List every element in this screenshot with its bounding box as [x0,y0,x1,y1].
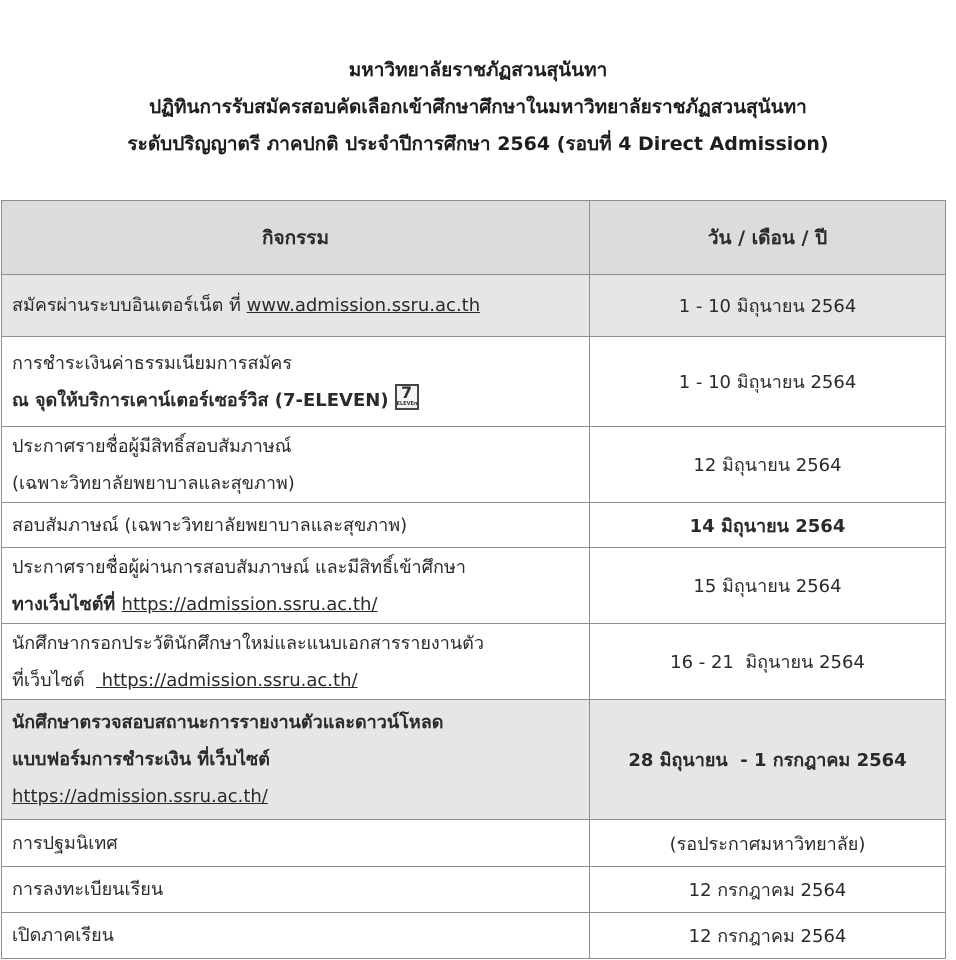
date-cell: 1 - 10 มิถุนายน 2564 [590,275,946,337]
activity-line: นักศึกษากรอกประวัตินักศึกษาใหม่และแนบเอกสารรายงานตัว [12,632,484,654]
column-header-activity: กิจกรรม [2,201,590,275]
table-row [2,820,946,867]
activity-cell [2,624,590,700]
activity-line: ประกาศรายชื่อผู้ผ่านการสอบสัมภาษณ์ และมีสิทธิ์เข้าศึกษา [12,556,466,578]
table-row [2,275,946,337]
schedule-table [1,200,946,959]
table-row [2,427,946,503]
date-cell: 12 กรกฎาคม 2564 [590,867,946,913]
table-row [2,503,946,548]
date-cell: 12 มิถุนายน 2564 [590,427,946,503]
seven-eleven-logo-icon [395,384,419,410]
table-header-row [2,201,946,275]
seven-eleven-logo-text: ELEVEn [396,400,418,407]
counter-service-text: ณ จุดให้บริการเคาน์เตอร์เซอร์วิส (7-ELEVEN) [12,389,389,411]
calendar-subtitle: ระดับปริญญาตรี ภาคปกติ ประจำปีการศึกษา 2564 (รอบที่ 4 Direct Admission) [127,133,829,155]
activity-cell [2,700,590,820]
table-row [2,913,946,959]
activity-line: (เฉพาะวิทยาลัยพยาบาลและสุขภาพ) [12,472,295,494]
activity-cell: การลงทะเบียนเรียน [2,867,590,913]
activity-cell [2,275,590,337]
university-name: มหาวิทยาลัยราชภัฏสวนสุนันทา [348,59,608,81]
activity-line: การชำระเงินค่าธรรมเนียมการสมัคร [12,352,293,374]
admission-website-link[interactable]: https://admission.ssru.ac.th/ [95,669,358,691]
activity-text: สมัครผ่านระบบอินเตอร์เน็ต ที่ [12,295,247,316]
website-label: ที่เว็บไซต์ [12,669,96,691]
activity-cell [2,427,590,503]
date-cell: 15 มิถุนายน 2564 [590,548,946,624]
table-row [2,624,946,700]
document-header [0,52,956,163]
activity-cell: สอบสัมภาษณ์ (เฉพาะวิทยาลัยพยาบาลและสุขภาพ) [2,503,590,548]
calendar-title: ปฏิทินการรับสมัครสอบคัดเลือกเข้าศึกษาศึกษาในมหาวิทยาลัยราชภัฏสวนสุนันทา [149,96,807,118]
activity-line-bold [12,382,579,419]
table-row [2,700,946,820]
seven-eleven-logo-number: 7 [400,382,413,402]
date-cell: 16 - 21 มิถุนายน 2564 [590,624,946,700]
table-row [2,337,946,427]
date-cell: (รอประกาศมหาวิทยาลัย) [590,820,946,867]
activity-line [12,586,579,623]
activity-cell: เปิดภาคเรียน [2,913,590,959]
date-cell: 12 กรกฎาคม 2564 [590,913,946,959]
activity-line: ประกาศรายชื่อผู้มีสิทธิ์สอบสัมภาษณ์ [12,435,292,457]
admission-website-link[interactable]: https://admission.ssru.ac.th/ [12,786,268,807]
date-cell: 28 มิถุนายน - 1 กรกฎาคม 2564 [590,700,946,820]
table-row [2,867,946,913]
activity-line: แบบฟอร์มการชำระเงิน ที่เว็บไซต์ [12,749,270,770]
activity-line [12,662,579,699]
admission-website-link[interactable]: www.admission.ssru.ac.th [246,295,481,316]
column-header-date: วัน / เดือน / ปี [590,201,946,275]
activity-cell [2,548,590,624]
activity-line: นักศึกษาตรวจสอบสถานะการรายงานตัวและดาวน์โหลด [12,712,444,733]
website-label: ทางเว็บไซต์ที่ [12,593,122,615]
date-cell: 1 - 10 มิถุนายน 2564 [590,337,946,427]
admission-website-link[interactable]: https://admission.ssru.ac.th/ [121,593,378,615]
activity-cell: การปฐมนิเทศ [2,820,590,867]
activity-cell [2,337,590,427]
activity-line [12,778,579,815]
table-row [2,548,946,624]
date-cell: 14 มิถุนายน 2564 [590,503,946,548]
